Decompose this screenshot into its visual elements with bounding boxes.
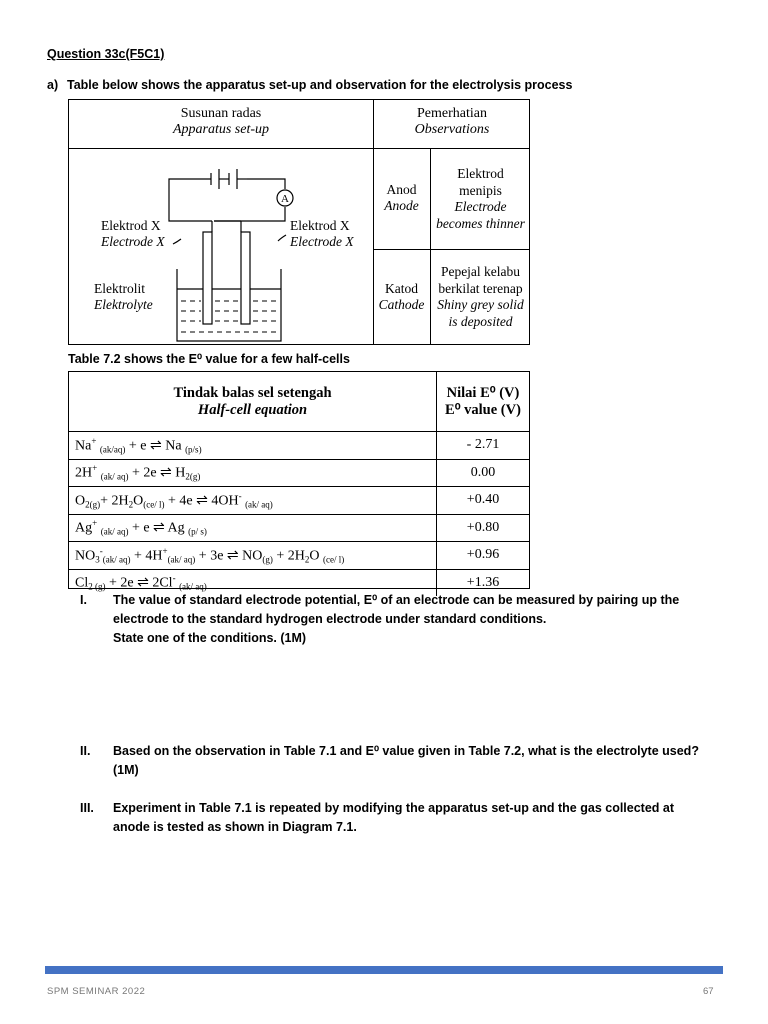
observations-header-ms: Pemerhatian (417, 106, 487, 121)
cathode-obs-en-2: is deposited (448, 313, 513, 329)
ammeter-label: A (281, 193, 289, 205)
e0-header-en: E⁰ value (V) (445, 401, 521, 418)
e0-value: +0.96 (437, 542, 530, 570)
cathode-obs-ms-2: berkilat terenap (438, 280, 523, 296)
right-electrode-ms: Elektrod X (290, 218, 350, 233)
e0-value: - 2.71 (437, 432, 530, 460)
half-cell-header-ms: Tindak balas sel setengah (173, 384, 332, 401)
question-text: Experiment in Table 7.1 is repeated by modifying the apparatus set-up and the gas collected at anode is tested as shown in Diagram 7.1. (113, 801, 675, 834)
question-ii (80, 742, 730, 777)
e0-value: +0.80 (437, 514, 530, 542)
part-a-text (47, 78, 572, 92)
equation-no3: $NO_3^-_{(ak/ aq)} + 4H^+_{(ak/ aq)} + 3e$ ⇌ $NO_{(g)} + 2H_2O$ $_{(ce/ l)}$ (69, 542, 437, 570)
anode-obs-ms-2: menipis (459, 182, 502, 198)
question-iii (80, 799, 730, 839)
right-electrode-label (290, 218, 354, 250)
question-text-main: The value of standard electrode potential, E⁰ of an electrode can be measured by pairing up the electrode to the standard hydrogen electrode under standard conditions. (113, 593, 680, 626)
anode-ms: Anod (386, 182, 417, 197)
right-electrode-en: Electrode X (290, 234, 354, 249)
table-row (69, 487, 529, 515)
equation-na: Na+ $_{(ak/aq)}$ + e ⇌ Na $_{(p/s)}$ (69, 432, 437, 460)
e0-value: 0.00 (437, 459, 530, 487)
e0-value: +1.36 (437, 569, 530, 596)
anode-obs-en-1: Electrode (454, 199, 507, 214)
equation-cl2: $Cl_{2 (g)} + 2e$ ⇌ 2Cl- $_{(ak/ aq)}$ (69, 569, 437, 596)
part-a-label: a) (47, 78, 59, 92)
left-electrode-ms: Elektrod X (101, 218, 161, 233)
question-text (113, 591, 703, 648)
question-number: II. (80, 744, 91, 758)
table-row (69, 459, 529, 487)
left-electrode-label (101, 218, 165, 250)
e0-header-ms: Nilai E⁰ (V) (446, 384, 520, 401)
question-i (80, 591, 730, 651)
apparatus-header-en: Apparatus set-up (172, 122, 270, 137)
electrolyte-ms: Elektrolit (94, 281, 145, 296)
cathode-observation (430, 264, 531, 330)
anode-observation (430, 166, 531, 232)
half-cell-header-en: Half-cell equation (197, 401, 308, 418)
anode-label (373, 182, 430, 214)
question-text: Based on the observation in Table 7.1 and E⁰ value given in Table 7.2, what is the electrolyte used? (1M) (113, 744, 699, 777)
electrolyte-label (94, 281, 153, 313)
cathode-ms: Katod (385, 281, 418, 296)
question-number: III. (80, 801, 94, 815)
left-electrode-en: Electrode X (101, 234, 165, 249)
cathode-label (373, 281, 430, 313)
cathode-en: Cathode (378, 297, 425, 312)
anode-obs-en-2: becomes thinner (436, 215, 525, 231)
observations-header-en: Observations (414, 122, 490, 137)
anode-obs-ms-1: Elektrod (457, 166, 504, 181)
electrolyte-en: Elektrolyte (94, 297, 153, 312)
cathode-obs-en-1: Shiny grey solid (437, 297, 524, 312)
table-row (69, 514, 529, 542)
question-text-instruction: State one of the conditions. (1M) (113, 631, 307, 645)
footer-label: SPM SEMINAR 2022 (47, 986, 146, 997)
table-row (69, 432, 529, 460)
table72-caption: Table 7.2 shows the E⁰ value for a few half-cells (68, 352, 350, 366)
equation-ag: Ag+ $_{(ak/ aq)}$ + e ⇌ Ag $_{(p/ s)}$ (69, 514, 437, 542)
cathode-obs-ms-1: Pepejal kelabu (440, 264, 521, 279)
apparatus-table (68, 99, 530, 345)
apparatus-header (69, 106, 373, 138)
apparatus-header-ms: Susunan radas (180, 106, 262, 121)
question-number: I. (80, 593, 87, 607)
table-row (69, 542, 529, 570)
equation-h2: 2H+ $_{(ak/ aq)}$ + 2e ⇌ $H_{2(g)}$ (69, 459, 437, 487)
e0-value: +0.40 (437, 487, 530, 515)
page-number: 67 (703, 986, 714, 997)
question-title: Question 33c(F5C1) (47, 47, 165, 61)
anode-en: Anode (384, 198, 419, 213)
half-cell-table (68, 371, 530, 593)
equation-o2: $O_{2(g)}+ 2H_2O_{(ce/ l)} + 4e$ ⇌ 4OH- $_{(ak/ aq)}$ (69, 487, 437, 515)
part-a-body: Table below shows the apparatus set-up and observation for the electrolysis process (67, 78, 573, 92)
footer-bar (45, 966, 723, 974)
observations-header (373, 106, 531, 138)
half-cell-header (69, 372, 437, 432)
e0-header (437, 372, 530, 432)
